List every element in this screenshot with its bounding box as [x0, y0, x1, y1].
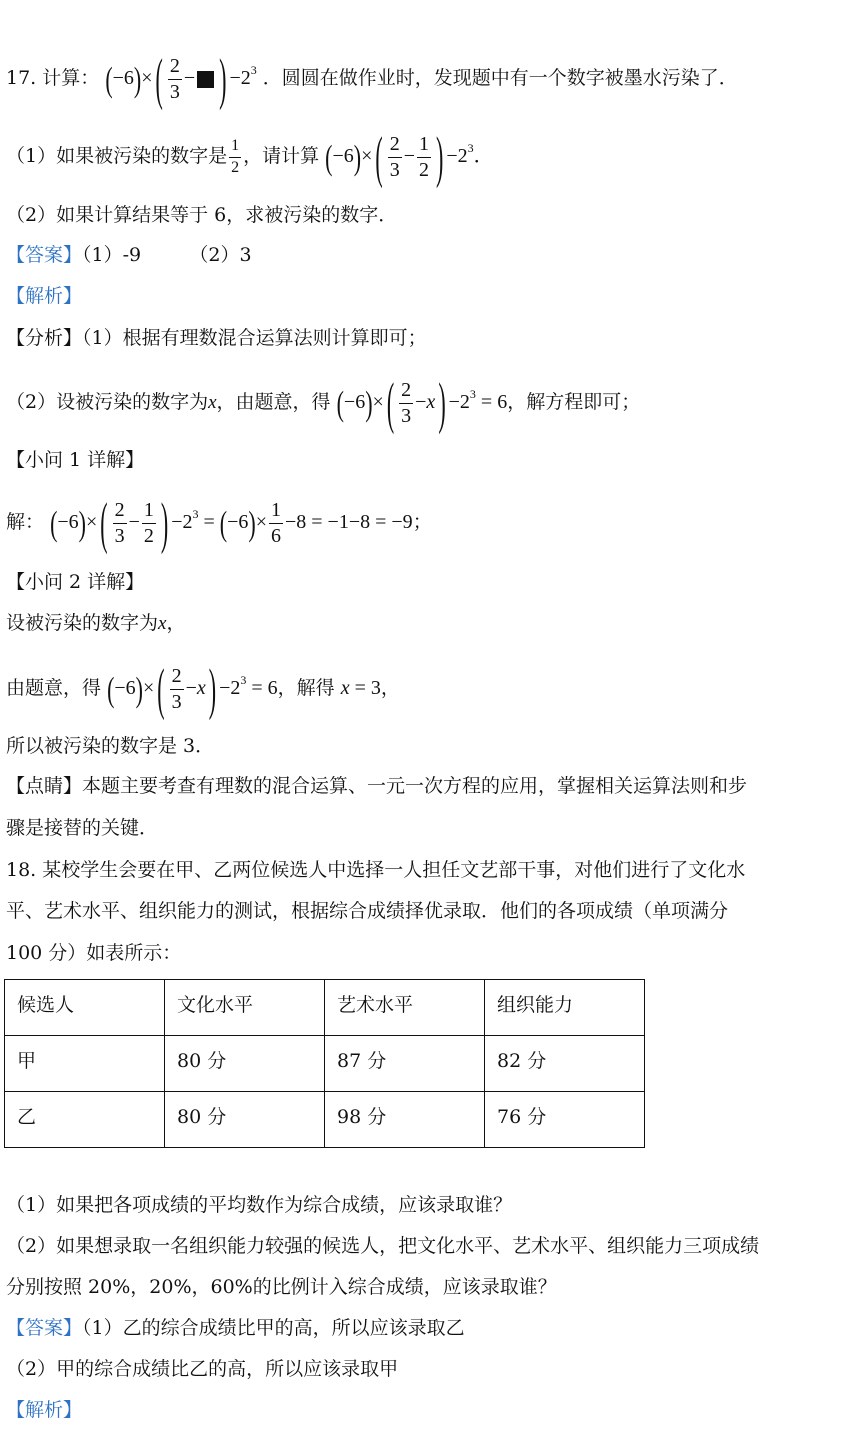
q18-answer — [6, 1319, 465, 1338]
solution-pre: 解： — [6, 511, 45, 534]
q17-jiexi: 【解析】 — [6, 285, 83, 307]
analysis2-post: ，解方程即可； — [507, 391, 641, 414]
table-header: 候选人 — [5, 980, 165, 1036]
sub2-line2-pre: 由题意，得 — [6, 677, 102, 700]
table-cell: 98 分 — [325, 1092, 485, 1148]
q17-number: 17. 计算： — [6, 67, 100, 90]
dianjing-tag: 【点睛】 — [6, 775, 83, 797]
q17-sub2-line3: 所以被污染的数字是 3． — [6, 735, 215, 757]
table-cell: 87 分 — [325, 1036, 485, 1092]
q18-line3: 100 分）如表所示： — [6, 942, 182, 964]
q18-part1: （1）如果把各项成绩的平均数作为综合成绩，应该录取谁？ — [6, 1194, 513, 1216]
table-header: 组织能力 — [485, 980, 645, 1036]
table-row — [5, 1036, 645, 1092]
q17-part2: （2）如果计算结果等于 6，求被污染的数字． — [6, 204, 398, 226]
q18-part2a: （2）如果想录取一名组织能力较强的候选人，把文化水平、艺术水平、组织能力三项成绩 — [6, 1235, 760, 1257]
analysis-text: （1）根据有理数混合运算法则计算即可； — [82, 327, 427, 349]
analysis-tag: 【分析】 — [6, 327, 83, 349]
table-header: 文化水平 — [165, 980, 325, 1036]
table-row — [5, 1092, 645, 1148]
sub2-line1-text: 设被污染的数字为 — [6, 612, 159, 634]
q17-analysis-2: （2）设被污染的数字为x，由题意，得 (−6)× ( $\frac{2}{3}$ −x ) $-2^3 = 6$，解方程即可； — [6, 369, 641, 435]
q17-sub1-solution: 解： (−6)× ( $\frac{2}{3}$ − $\frac{1}{2}$ ) $-2^3 = (-6)\times$ $\frac{1}{6}$ −8 = −1−8 = −9； — [6, 489, 432, 555]
q17-dianjing — [6, 777, 747, 796]
q18-part2b: 分别按照 20%，20%，60%的比例计入综合成绩，应该录取谁？ — [6, 1276, 557, 1298]
q18-answer-2: （2）甲的综合成绩比乙的高，所以应该录取甲 — [6, 1358, 399, 1380]
analysis2-mid: ，由题意，得 — [216, 391, 331, 414]
table-cell: 82 分 — [485, 1036, 645, 1092]
q17-tail: ．圆圆在做作业时，发现题中有一个数字被墨水污染了． — [262, 67, 738, 90]
q17-analysis — [6, 329, 427, 348]
table-cell: 乙 — [5, 1092, 165, 1148]
answer-tag: 【答案】 — [6, 1317, 83, 1339]
table-cell: 76 分 — [485, 1092, 645, 1148]
q18-jiexi: 【解析】 — [6, 1399, 83, 1421]
q17-part1-text: （1）如果被污染的数字是 — [6, 145, 228, 168]
analysis2-pre: （2）设被污染的数字为 — [6, 391, 209, 414]
answer-tag: 【答案】 — [6, 244, 83, 266]
dianjing-text: 本题主要考查有理数的混合运算、一元一次方程的应用，掌握相关运算法则和步 — [82, 775, 748, 797]
q17-statement — [6, 45, 738, 111]
q18-line2: 平、艺术水平、组织能力的测试，根据综合成绩择优录取．他们的各项成绩（单项满分 — [6, 900, 729, 922]
q17-part1: （1）如果被污染的数字是 $\frac{1}{2}$ ，请计算 (−6)× ( $\frac{2}{3}$ − $\frac{1}{2}$ ) $-2^3$． — [6, 123, 494, 189]
q17-sub2-line2: 由题意，得 (−6)× ( $\frac{2}{3}$ −x ) $-2^3 = 6$，解得 x = 3， — [6, 655, 400, 721]
q17-answer — [6, 246, 252, 265]
q17-sub2-line1: 设被污染的数字为x， — [6, 612, 186, 634]
q17-sub1-heading: 【小问 1 详解】 — [6, 449, 145, 471]
table-cell: 80 分 — [165, 1092, 325, 1148]
answer-text-1: （1）乙的综合成绩比甲的高，所以应该录取乙 — [82, 1317, 465, 1339]
ink-blot — [197, 71, 214, 88]
q18-line1: 18. 某校学生会要在甲、乙两位候选人中选择一人担任文艺部干事，对他们进行了文化水 — [6, 859, 746, 881]
table-cell: 甲 — [5, 1036, 165, 1092]
q17-dianjing-2: 骤是接替的关键． — [6, 817, 159, 839]
sub2-line2-mid: ，解得 — [277, 677, 335, 700]
table-cell: 80 分 — [165, 1036, 325, 1092]
answer-text: （1）-9 （2）3 — [82, 244, 252, 266]
q17-part1-mid: ，请计算 — [243, 145, 320, 168]
table-header: 艺术水平 — [325, 980, 485, 1036]
score-table — [4, 979, 645, 1148]
q17-sub2-heading: 【小问 2 详解】 — [6, 571, 145, 593]
q17-expression: (−6)× ( $\frac{2}{3}$ − ) $-2^3$ — [105, 45, 257, 111]
table-header-row — [5, 980, 645, 1036]
